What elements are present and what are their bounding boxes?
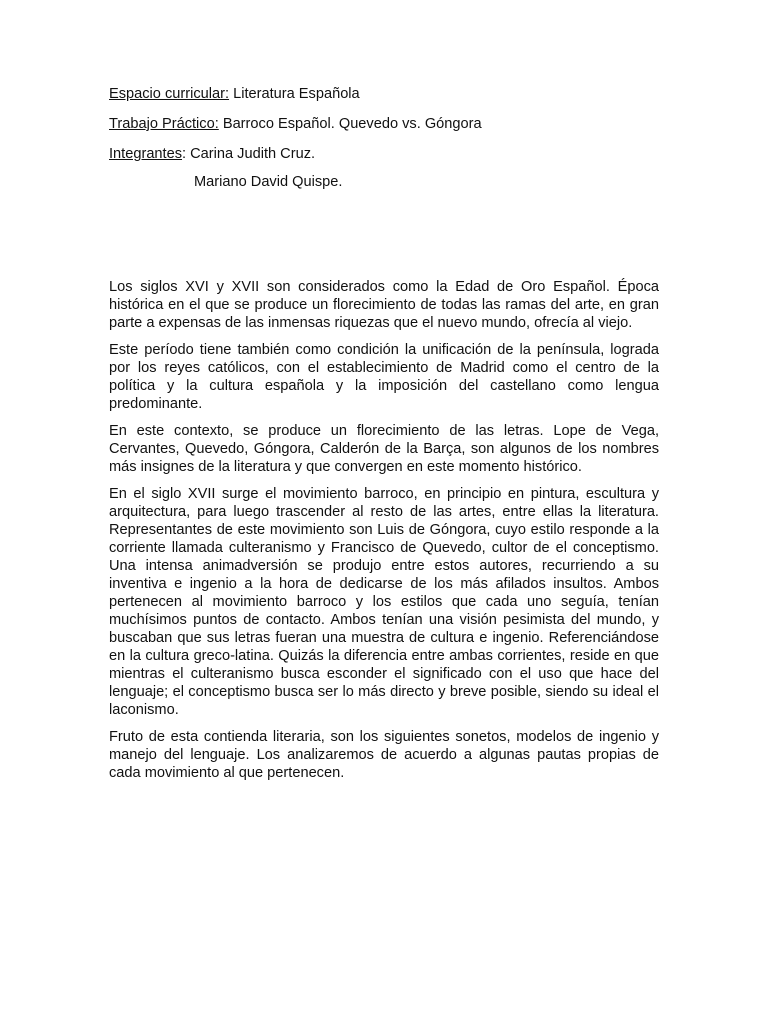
- document-header: [109, 85, 669, 191]
- document-body: [109, 278, 659, 791]
- paragraph: Este período tiene también como condición la unificación de la península, lograda por los reyes católicos, con el establecimiento de Madrid como el centro de la política y la cultura española y la imposición del castellano como lengua predominante.: [109, 342, 659, 412]
- course-value: Literatura Española: [229, 86, 360, 102]
- course-label: Espacio curricular:: [109, 86, 230, 102]
- assignment-line: [109, 115, 669, 133]
- assignment-value: Barroco Español. Quevedo vs. Góngora: [218, 116, 482, 132]
- members-separator: :: [182, 146, 191, 162]
- member-name: Mariano David Quispe.: [194, 174, 343, 190]
- course-line: [109, 85, 669, 103]
- members-line: [109, 145, 669, 163]
- members-label: Integrantes: [109, 146, 183, 162]
- assignment-label: Trabajo Práctico:: [109, 116, 219, 132]
- paragraph: Fruto de esta contienda literaria, son los siguientes sonetos, modelos de ingenio y manejo del lenguaje. Los analizaremos de acuerdo a algunas pautas propias de cada movimiento al que pertenecen.: [109, 729, 659, 781]
- paragraph: En este contexto, se produce un florecimiento de las letras. Lope de Vega, Cervantes, Quevedo, Góngora, Calderón de la Barça, son algunos de los nombres más insignes de la literatura y que convergen en este momento histórico.: [109, 423, 659, 475]
- member-name: Carina Judith Cruz.: [190, 146, 316, 162]
- member-line-2: [109, 173, 669, 191]
- paragraph: Los siglos XVI y XVII son considerados como la Edad de Oro Español. Época histórica en el que se produce un florecimiento de todas las ramas del arte, en gran parte a expensas de las inmensas riquezas que el nuevo mundo, ofrecía al viejo.: [109, 279, 659, 331]
- paragraph: En el siglo XVII surge el movimiento barroco, en principio en pintura, escultura y arquitectura, para luego trascender al resto de las artes, entre ellas la literatura. Representantes de este movimiento son Luis de Góngora, cuyo estilo responde a la corriente llamada culteranismo y Francisco de Quevedo, cultor de el conceptismo. Una intensa animadversión se produjo entre estos autores, recurriendo a su inventiva e ingenio a la hora de dedicarse de los más afilados insultos. Ambos pertenecen al movimiento barroco y los estilos que cada uno seguía, tenían muchísimos puntos de contacto. Ambos tenían una visión pesimista del mundo, y buscaban que sus letras fueran una muestra de cultura e ingenio. Referenciándose en la cultura greco-latina. Quizás la diferencia entre ambas corrientes, reside en que mientras el culteranismo busca esconder el significado con el uso que hace del lenguaje; el conceptismo busca ser lo más directo y breve posible, siendo su ideal el laconismo.: [109, 486, 659, 718]
